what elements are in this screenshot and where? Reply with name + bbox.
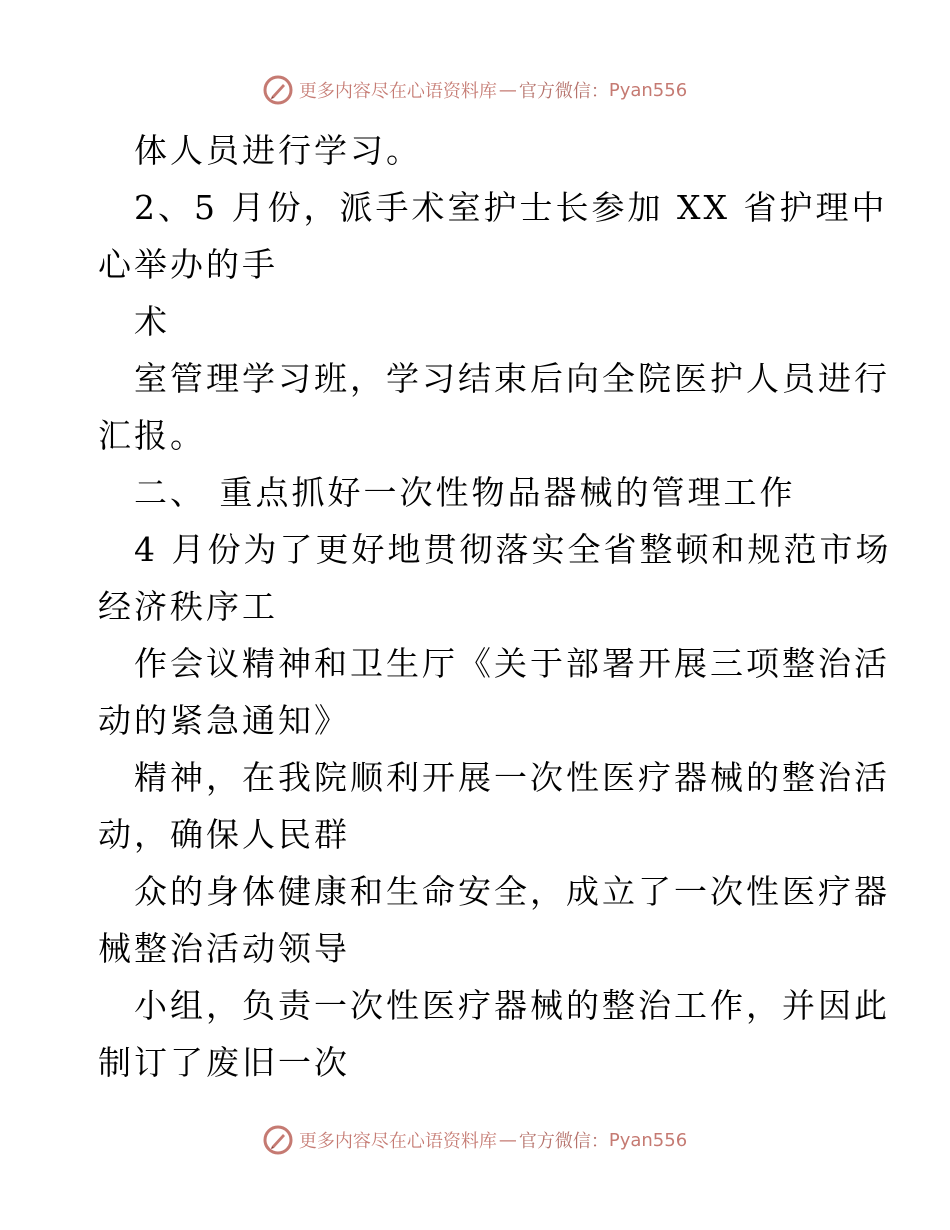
watermark-wechat-label: 官方微信： (518, 81, 609, 102)
document-body (98, 122, 892, 1091)
text-line: 4 月份为了更好地贯彻落实全省整顿和规范市场 (134, 530, 892, 569)
watermark-brand: 更多内容尽在心语资料库 (298, 1131, 497, 1152)
watermark-wechat-id: Pyan556 (608, 1129, 688, 1151)
header-watermark (0, 70, 950, 110)
text-line: 心举办的手 (98, 245, 278, 284)
text-line: 体人员进行学习。 (134, 131, 422, 170)
text-line: 经济秩序工 (98, 587, 278, 626)
text-line: 2、5 月份，派手术室护士长参加 XX 省护理中 (134, 188, 888, 227)
section-heading: 二、 重点抓好一次性物品器械的管理工作 (134, 473, 796, 512)
text-line: 精神，在我院顺利开展一次性医疗器械的整治活 (134, 758, 890, 797)
watermark-wechat-label: 官方微信： (518, 1131, 609, 1152)
watermark-wechat-id: Pyan556 (608, 79, 688, 101)
watermark-separator: — (498, 1129, 517, 1151)
text-line: 动，确保人民群 (98, 815, 350, 854)
footer-watermark (0, 1120, 950, 1160)
text-line: 小组，负责一次性医疗器械的整治工作，并因此 (134, 986, 890, 1025)
watermark-brand: 更多内容尽在心语资料库 (298, 81, 497, 102)
text-line: 室管理学习班，学习结束后向全院医护人员进行 (134, 359, 890, 398)
text-line: 动的紧急通知》 (98, 701, 350, 740)
text-line: 械整治活动领导 (98, 929, 350, 968)
pen-logo-icon (263, 1125, 293, 1155)
text-line: 制订了废旧一次 (98, 1043, 350, 1082)
text-line: 众的身体健康和生命安全，成立了一次性医疗器 (134, 872, 890, 911)
pen-logo-icon (263, 75, 293, 105)
text-line: 汇报。 (98, 416, 206, 455)
watermark-separator: — (498, 79, 517, 101)
text-line: 术 (134, 302, 170, 341)
text-line: 作会议精神和卫生厅《关于部署开展三项整治活 (134, 644, 890, 683)
